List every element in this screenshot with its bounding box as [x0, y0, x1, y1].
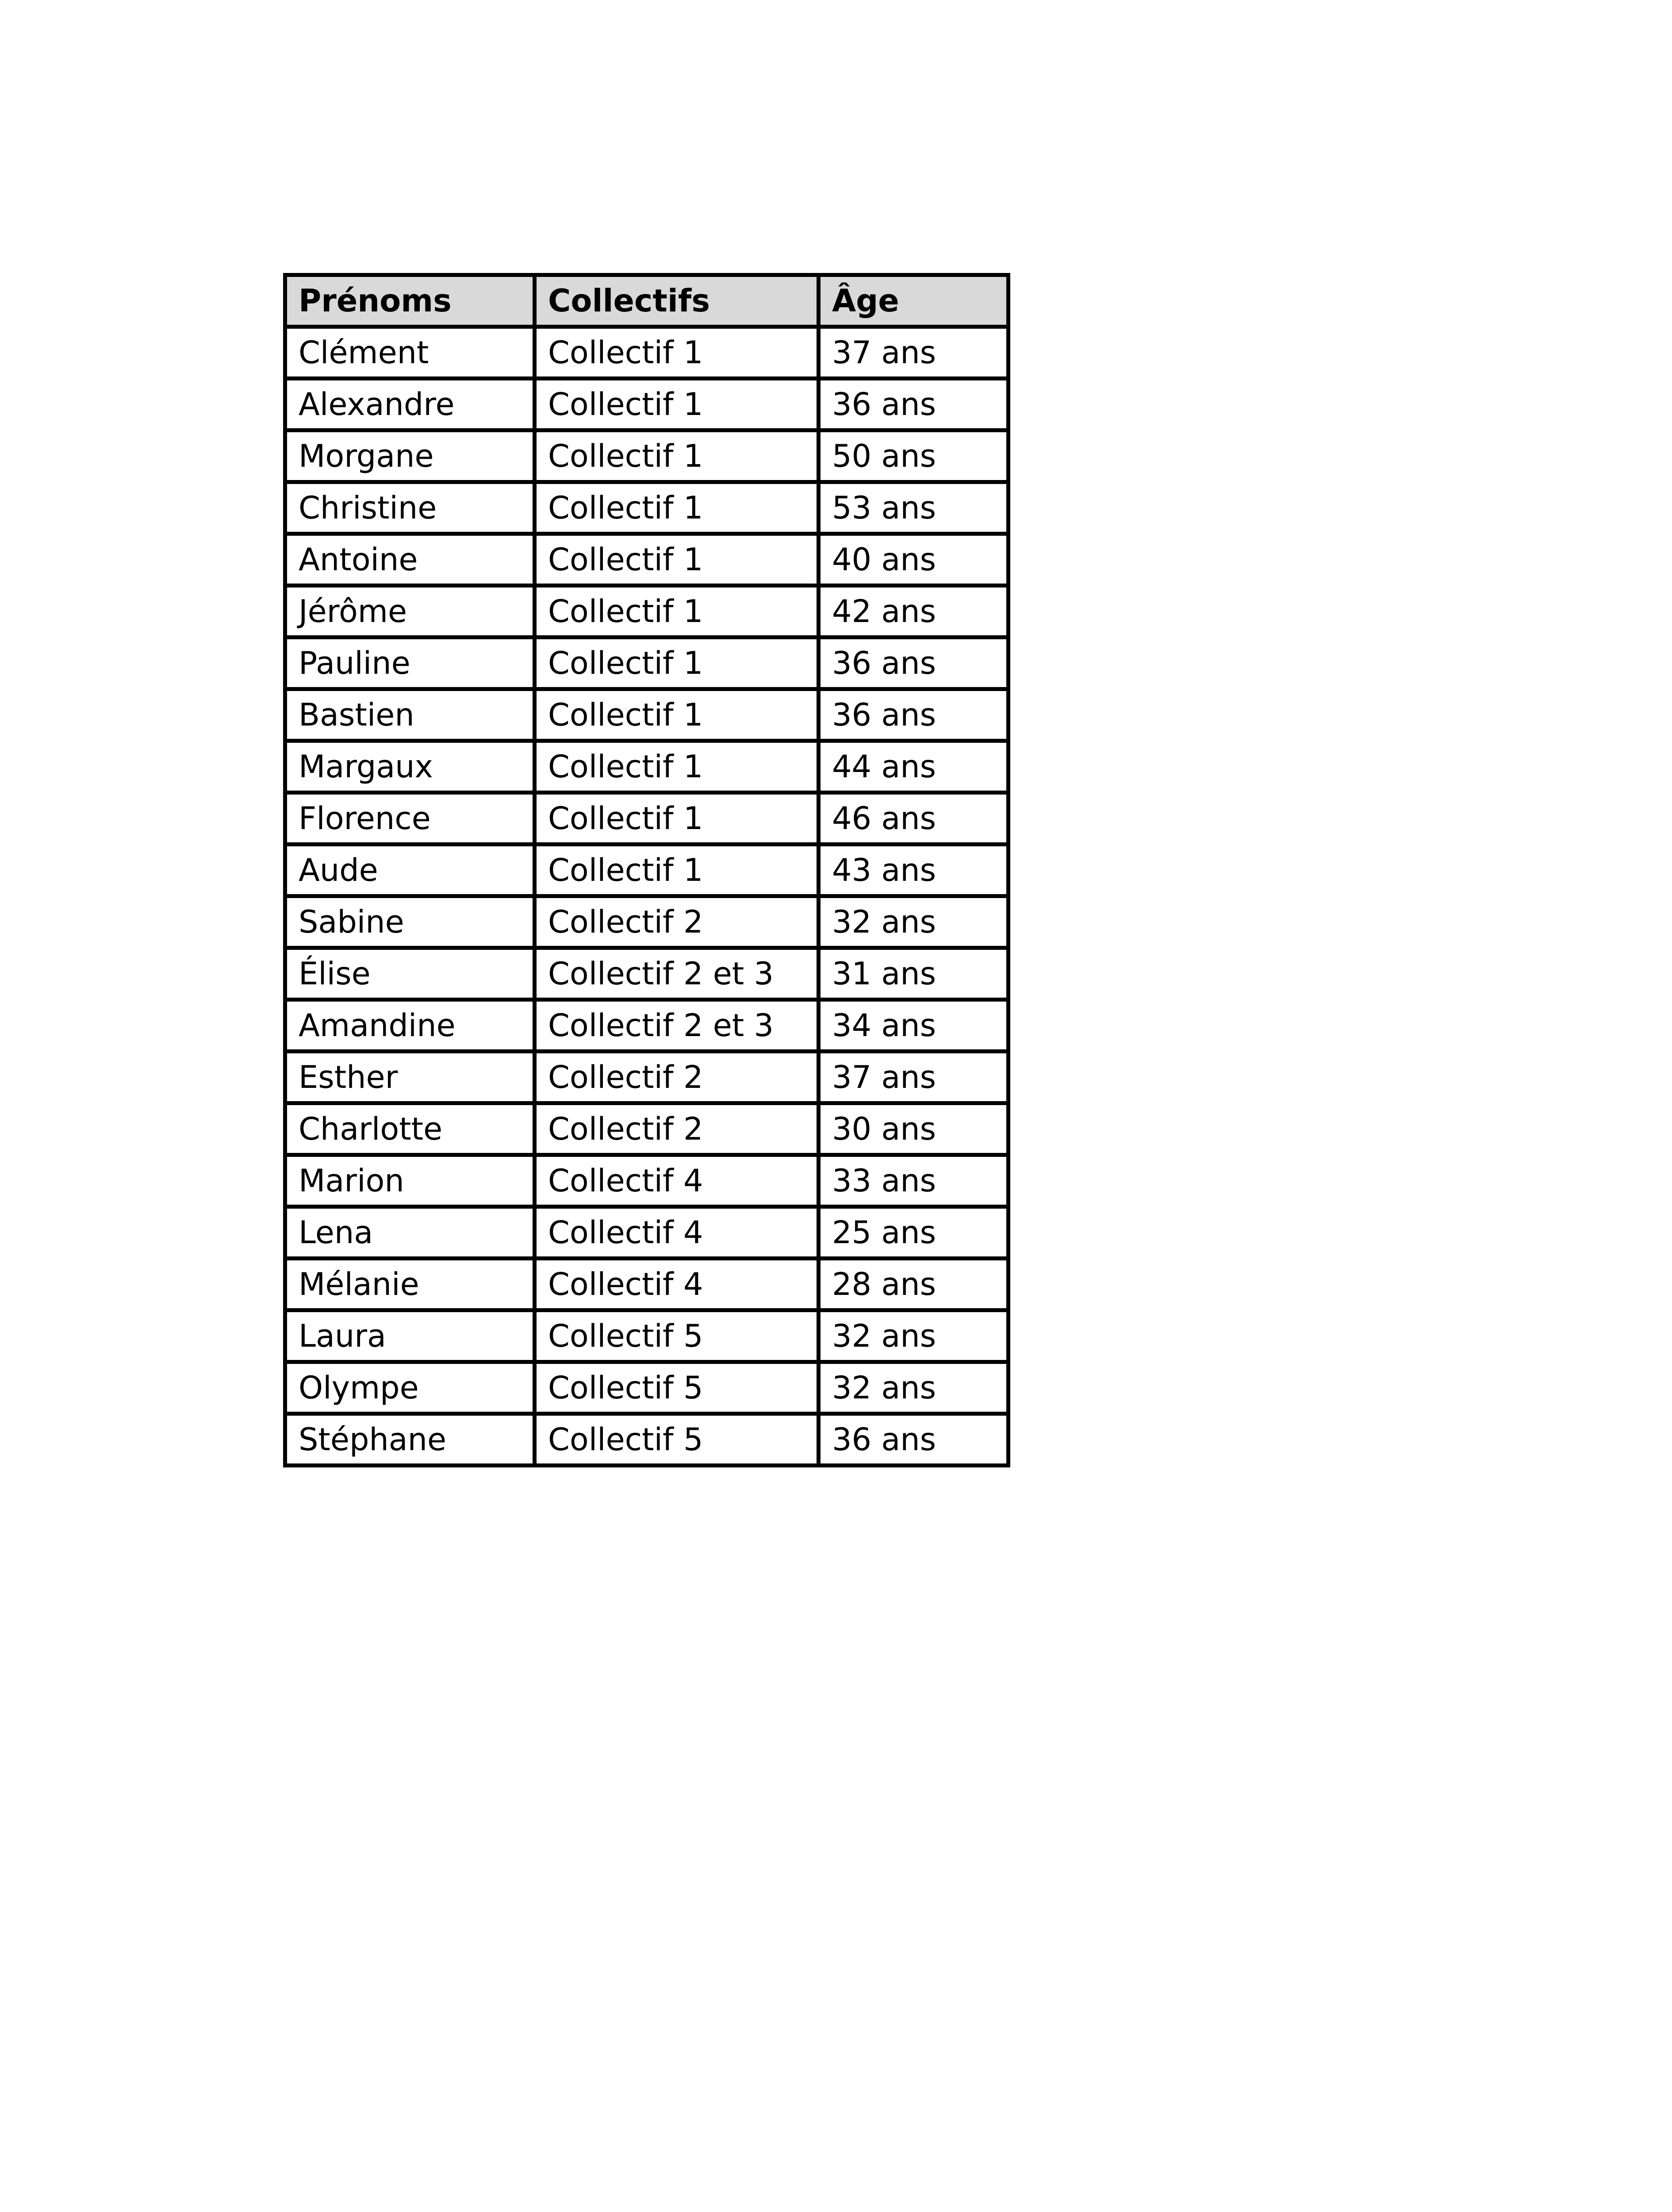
cell-collectif: Collectif 2 et 3	[535, 1000, 819, 1052]
table-row	[285, 1207, 1009, 1259]
cell-prenom: Sabine	[285, 896, 535, 948]
cell-age: 34 ans	[819, 1000, 1009, 1052]
cell-prenom: Bastien	[285, 689, 535, 741]
cell-collectif: Collectif 5	[535, 1362, 819, 1414]
table-row	[285, 482, 1009, 534]
cell-collectif: Collectif 1	[535, 327, 819, 379]
table-row	[285, 430, 1009, 482]
cell-age: 25 ans	[819, 1207, 1009, 1259]
table-row	[285, 948, 1009, 1000]
table-body	[285, 327, 1009, 1466]
cell-collectif: Collectif 5	[535, 1310, 819, 1362]
cell-collectif: Collectif 1	[535, 741, 819, 793]
cell-age: 36 ans	[819, 637, 1009, 689]
cell-prenom: Jérôme	[285, 586, 535, 637]
cell-collectif: Collectif 1	[535, 689, 819, 741]
cell-age: 31 ans	[819, 948, 1009, 1000]
cell-age: 28 ans	[819, 1259, 1009, 1310]
table-row	[285, 586, 1009, 637]
header-prenoms: Prénoms	[285, 275, 535, 327]
cell-prenom: Olympe	[285, 1362, 535, 1414]
cell-collectif: Collectif 4	[535, 1155, 819, 1207]
table-row	[285, 689, 1009, 741]
cell-collectif: Collectif 1	[535, 637, 819, 689]
cell-age: 40 ans	[819, 534, 1009, 586]
cell-collectif: Collectif 2 et 3	[535, 948, 819, 1000]
table-header	[285, 275, 1009, 327]
cell-collectif: Collectif 1	[535, 586, 819, 637]
header-collectifs: Collectifs	[535, 275, 819, 327]
cell-collectif: Collectif 2	[535, 896, 819, 948]
cell-prenom: Margaux	[285, 741, 535, 793]
cell-prenom: Esther	[285, 1052, 535, 1103]
cell-collectif: Collectif 1	[535, 534, 819, 586]
cell-collectif: Collectif 1	[535, 482, 819, 534]
cell-collectif: Collectif 2	[535, 1052, 819, 1103]
cell-age: 33 ans	[819, 1155, 1009, 1207]
table-row	[285, 896, 1009, 948]
table-row	[285, 1155, 1009, 1207]
cell-prenom: Antoine	[285, 534, 535, 586]
cell-age: 36 ans	[819, 689, 1009, 741]
cell-prenom: Alexandre	[285, 379, 535, 430]
cell-age: 53 ans	[819, 482, 1009, 534]
cell-age: 32 ans	[819, 1362, 1009, 1414]
table-row	[285, 1000, 1009, 1052]
cell-age: 42 ans	[819, 586, 1009, 637]
table-row	[285, 845, 1009, 896]
cell-age: 32 ans	[819, 896, 1009, 948]
cell-age: 36 ans	[819, 379, 1009, 430]
cell-collectif: Collectif 2	[535, 1103, 819, 1155]
cell-age: 30 ans	[819, 1103, 1009, 1155]
cell-age: 44 ans	[819, 741, 1009, 793]
cell-prenom: Amandine	[285, 1000, 535, 1052]
table-row	[285, 1310, 1009, 1362]
cell-collectif: Collectif 1	[535, 845, 819, 896]
cell-prenom: Mélanie	[285, 1259, 535, 1310]
cell-collectif: Collectif 4	[535, 1259, 819, 1310]
table-row	[285, 1103, 1009, 1155]
cell-collectif: Collectif 1	[535, 793, 819, 845]
cell-collectif: Collectif 5	[535, 1414, 819, 1466]
cell-age: 32 ans	[819, 1310, 1009, 1362]
cell-prenom: Charlotte	[285, 1103, 535, 1155]
table-row	[285, 741, 1009, 793]
cell-prenom: Pauline	[285, 637, 535, 689]
table-row	[285, 1259, 1009, 1310]
cell-prenom: Christine	[285, 482, 535, 534]
header-row	[285, 275, 1009, 327]
cell-collectif: Collectif 1	[535, 379, 819, 430]
cell-prenom: Clément	[285, 327, 535, 379]
table-row	[285, 327, 1009, 379]
table-row	[285, 1052, 1009, 1103]
cell-prenom: Stéphane	[285, 1414, 535, 1466]
table-row	[285, 793, 1009, 845]
cell-age: 37 ans	[819, 1052, 1009, 1103]
cell-collectif: Collectif 1	[535, 430, 819, 482]
table-row	[285, 534, 1009, 586]
cell-prenom: Élise	[285, 948, 535, 1000]
cell-prenom: Morgane	[285, 430, 535, 482]
cell-age: 37 ans	[819, 327, 1009, 379]
table-row	[285, 637, 1009, 689]
table-row	[285, 379, 1009, 430]
cell-prenom: Marion	[285, 1155, 535, 1207]
cell-age: 50 ans	[819, 430, 1009, 482]
cell-prenom: Florence	[285, 793, 535, 845]
table-row	[285, 1414, 1009, 1466]
header-age: Âge	[819, 275, 1009, 327]
cell-prenom: Aude	[285, 845, 535, 896]
table-row	[285, 1362, 1009, 1414]
cell-age: 36 ans	[819, 1414, 1009, 1466]
participants-table	[283, 273, 1010, 1467]
cell-age: 46 ans	[819, 793, 1009, 845]
cell-age: 43 ans	[819, 845, 1009, 896]
cell-prenom: Lena	[285, 1207, 535, 1259]
cell-collectif: Collectif 4	[535, 1207, 819, 1259]
cell-prenom: Laura	[285, 1310, 535, 1362]
